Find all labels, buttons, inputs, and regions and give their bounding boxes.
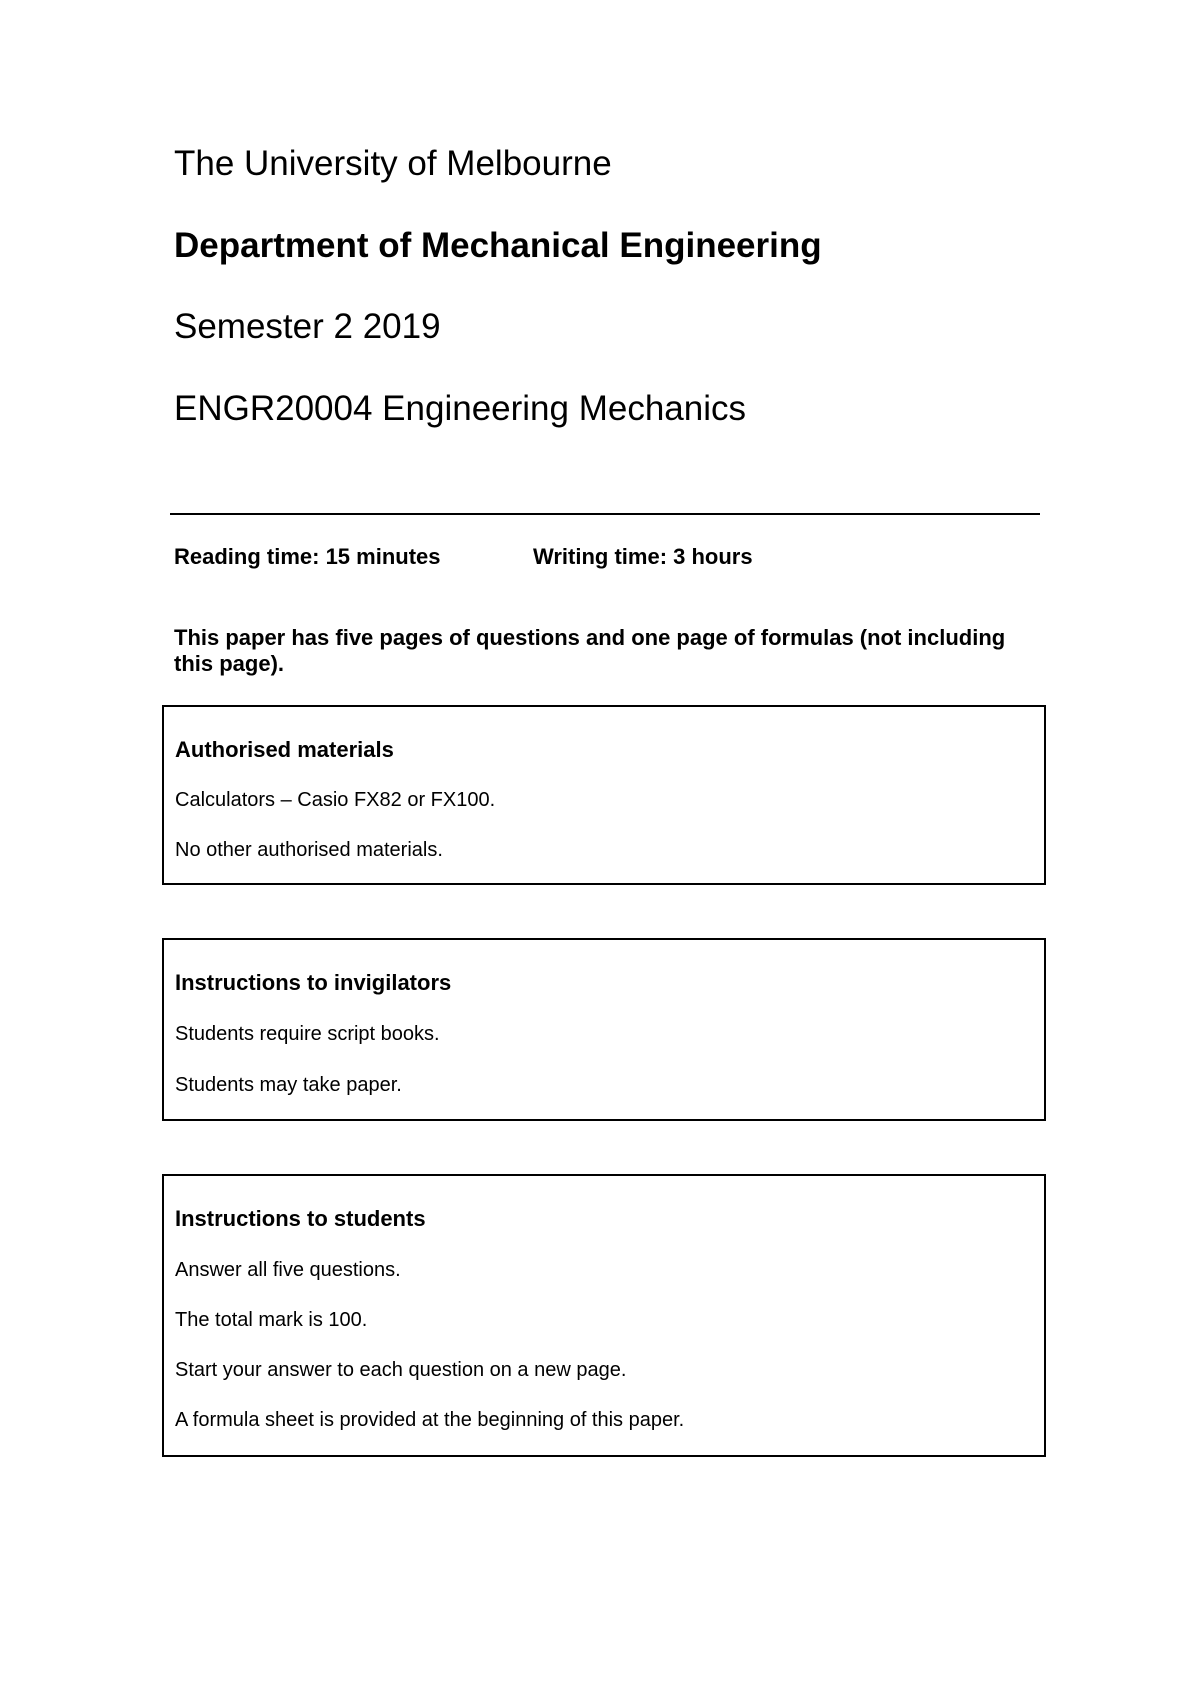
students-instructions-line: Answer all five questions. [175, 1259, 401, 1281]
department-name: Department of Mechanical Engineering [174, 226, 822, 265]
semester-label: Semester 2 2019 [174, 307, 441, 346]
authorised-materials-title: Authorised materials [175, 737, 394, 762]
invigilators-instructions-line: Students require script books. [175, 1023, 440, 1045]
students-instructions-box [162, 1174, 1046, 1457]
invigilators-instructions-title: Instructions to invigilators [175, 970, 452, 995]
subject-title: ENGR20004 Engineering Mechanics [174, 389, 746, 428]
students-instructions-line: A formula sheet is provided at the beginning of this paper. [175, 1409, 685, 1431]
students-instructions-title: Instructions to students [175, 1206, 426, 1231]
authorised-materials-line: Calculators – Casio FX82 or FX100. [175, 789, 496, 811]
paper-note: This paper has five pages of questions and one page of formulas (not including this page). [174, 625, 1006, 676]
reading-time: Reading time: 15 minutes [174, 544, 441, 569]
writing-time: Writing time: 3 hours [533, 544, 753, 569]
students-instructions-line: Start your answer to each question on a new page. [175, 1359, 627, 1381]
students-instructions-line: The total mark is 100. [175, 1309, 368, 1331]
invigilators-instructions-box [162, 938, 1046, 1121]
university-name: The University of Melbourne [174, 144, 612, 183]
authorised-materials-line: No other authorised materials. [175, 839, 443, 861]
invigilators-instructions-line: Students may take paper. [175, 1074, 402, 1096]
authorised-materials-box [162, 705, 1046, 885]
horizontal-divider [170, 513, 1040, 515]
